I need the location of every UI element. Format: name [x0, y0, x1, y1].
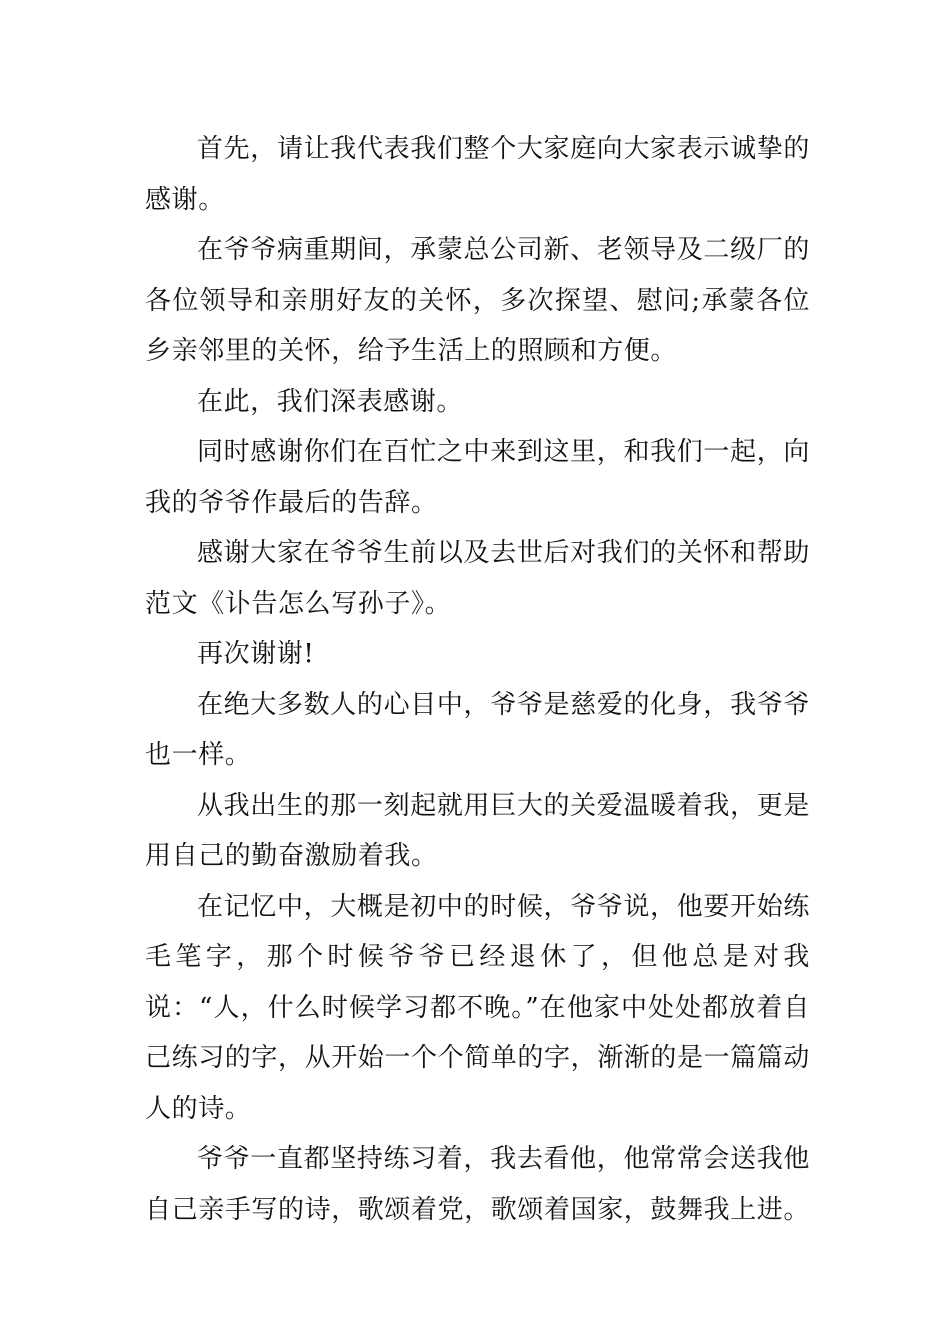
- paragraph-thanks-again: 再次谢谢!: [197, 639, 315, 669]
- document-body: [145, 124, 810, 1235]
- paragraph-thanks-intro: 首先，请让我代表我们整个大家庭向大家表示诚挚的感谢。: [145, 134, 810, 215]
- paragraph-help-thanks: 感谢大家在爷爷生前以及去世后对我们的关怀和帮助范文《讣告怎么写孙子》。: [145, 538, 810, 619]
- paragraph-loving-grandfather: 在绝大多数人的心目中，爷爷是慈爱的化身，我爷爷也一样。: [145, 689, 810, 770]
- paragraph-farewell: 同时感谢你们在百忙之中来到这里，和我们一起，向我的爷爷作最后的告辞。: [145, 437, 810, 518]
- paragraph-calligraphy-memory: 在记忆中，大概是初中的时候，爷爷说，他要开始练毛笔字，那个时候爷爷已经退休了，但他总是对我说：“人，什么时候学习都不晚。”在他家中处处都放着自己练习的字，从开始一个个简单的字，渐渐的是一篇篇动人的诗。: [145, 891, 811, 1124]
- paragraph-since-birth: 从我出生的那一刻起就用巨大的关爱温暖着我，更是用自己的勤奋激励着我。: [145, 790, 810, 871]
- paragraph-poems: 爷爷一直都坚持练习着，我去看他，他常常会送我他自己亲手写的诗，歌颂着党，歌颂着国家，鼓舞我上进。: [145, 1144, 811, 1225]
- paragraph-deep-thanks: 在此，我们深表感谢。: [197, 386, 464, 417]
- paragraph-illness-care: 在爷爷病重期间，承蒙总公司新、老领导及二级厂的各位领导和亲朋好友的关怀，多次探望、慰问;承蒙各位乡亲邻里的关怀，给予生活上的照顾和方便。: [145, 235, 810, 366]
